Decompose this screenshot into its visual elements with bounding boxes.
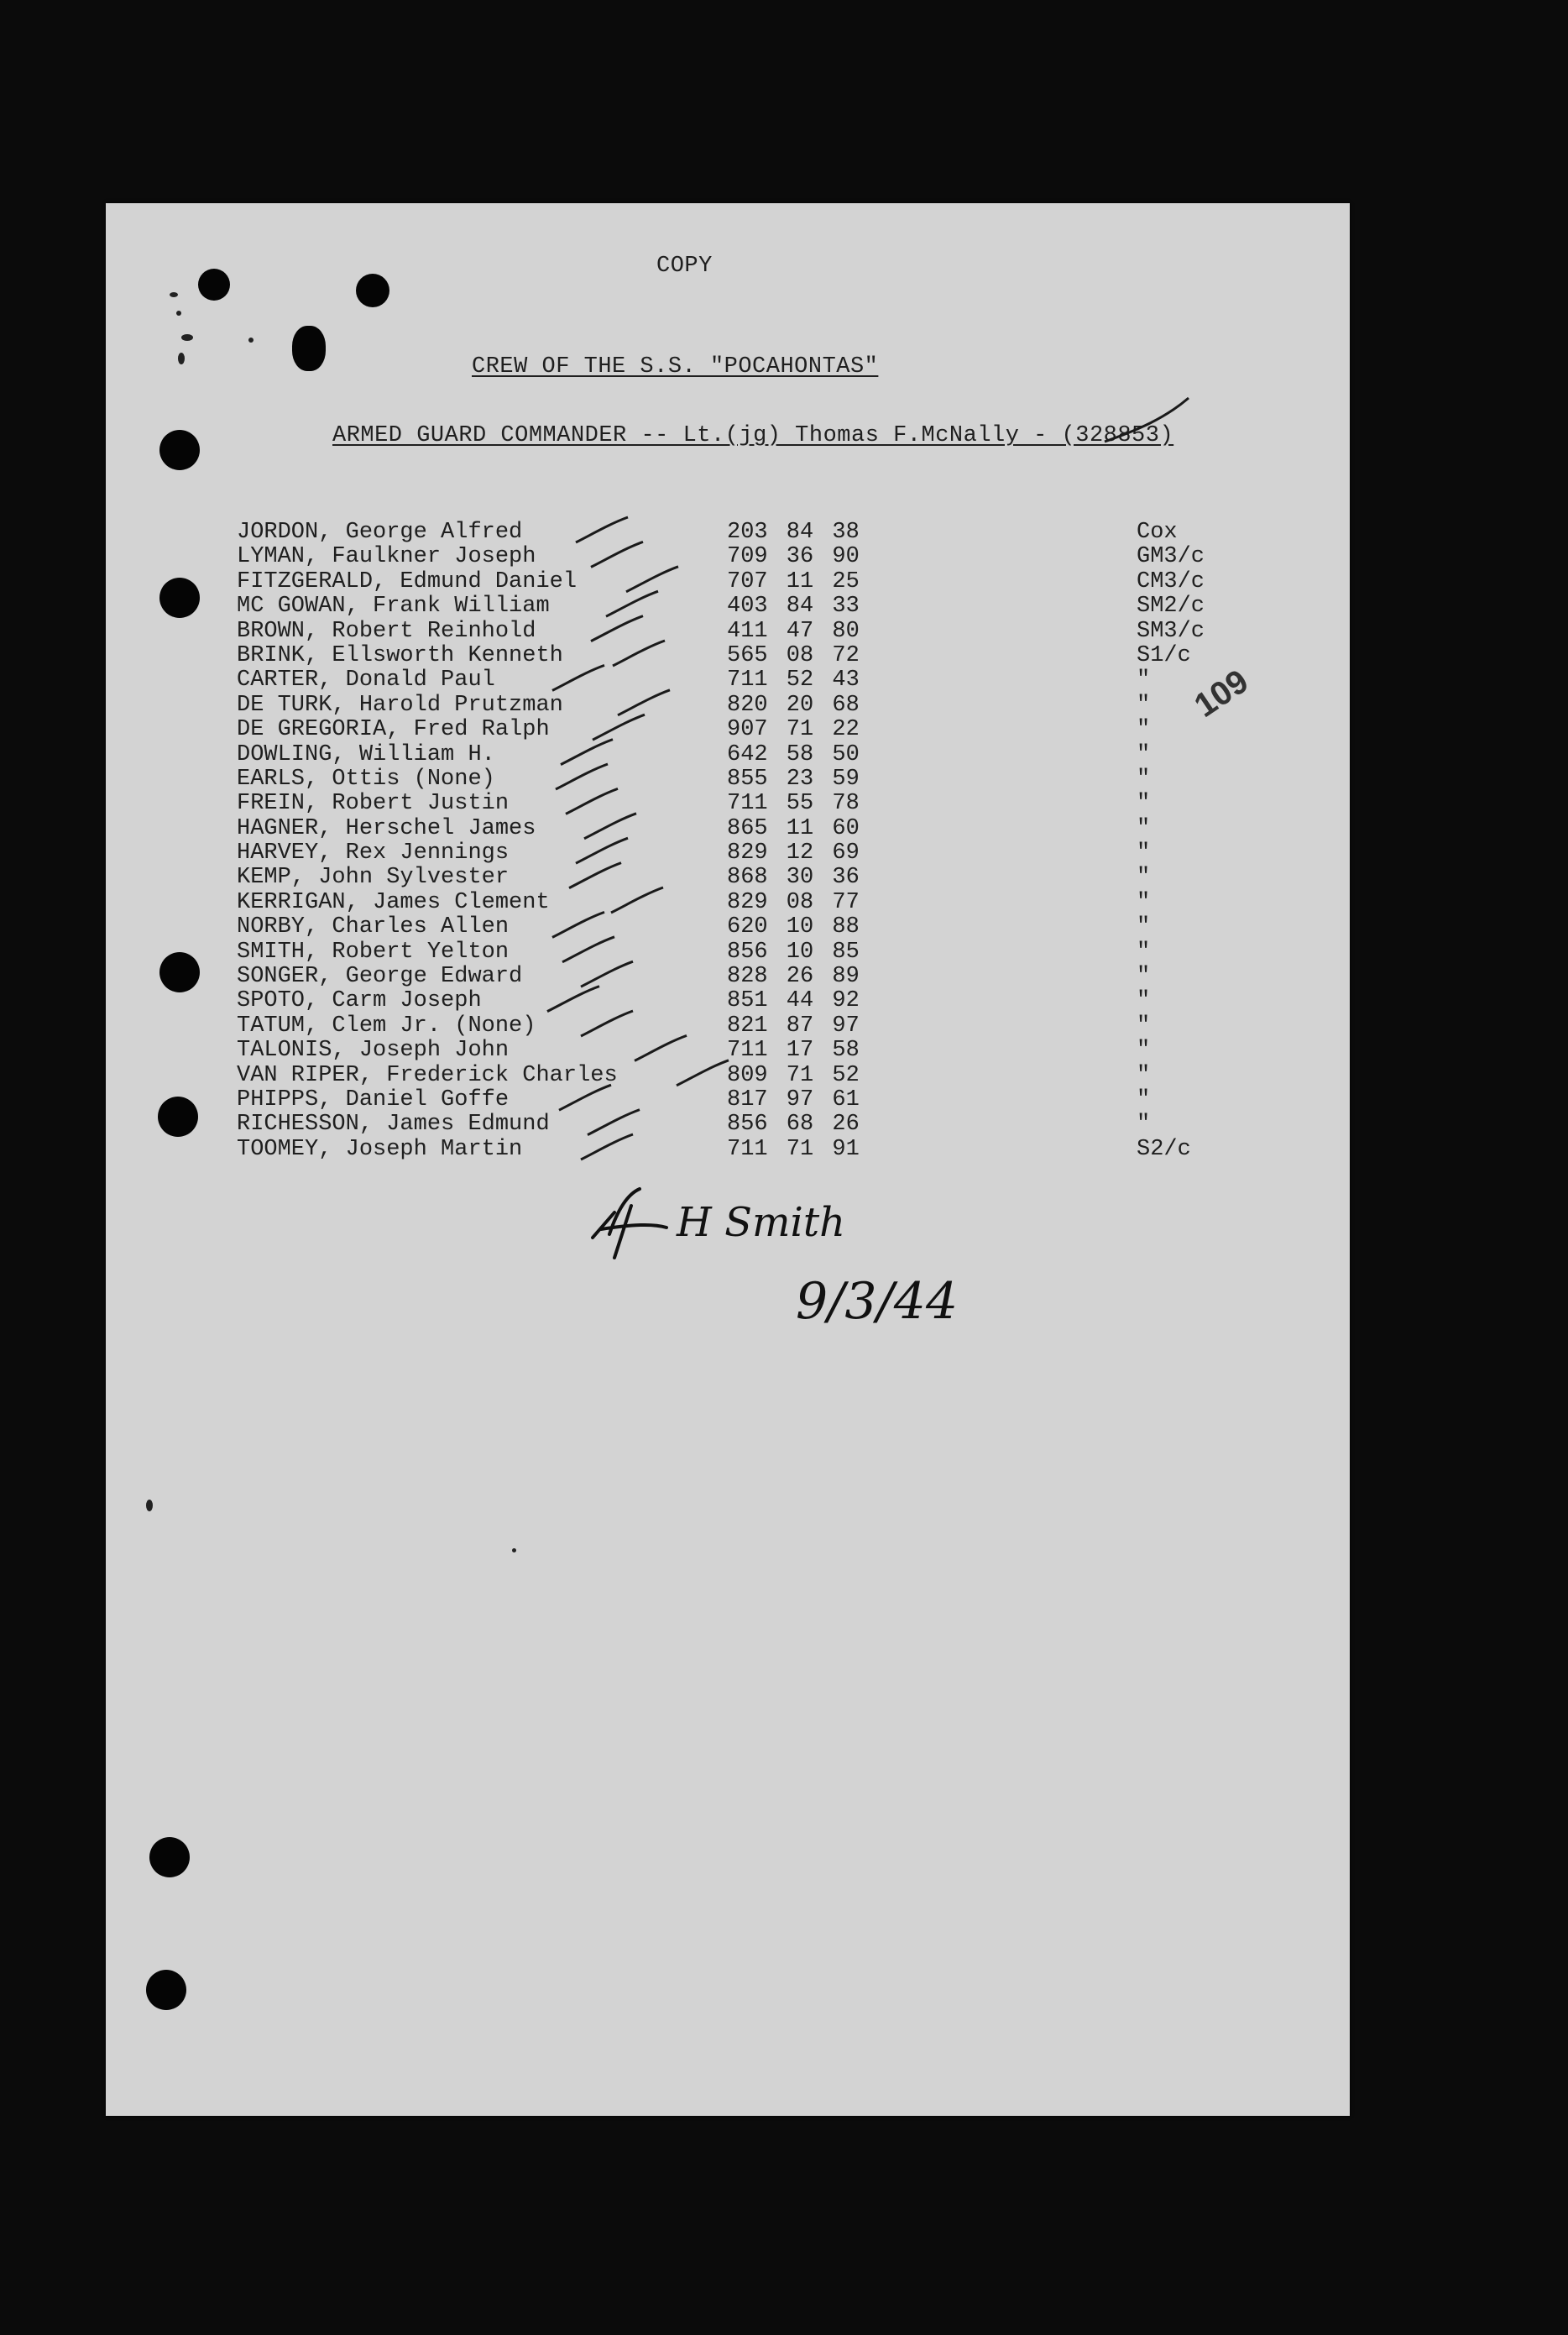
- crew-row: [237, 1064, 1160, 1088]
- crew-row: [237, 866, 1160, 890]
- punch-hole: [159, 952, 200, 992]
- punch-hole: [158, 1097, 198, 1137]
- service-number: 709 36 90: [727, 544, 860, 570]
- crew-name: DE GREGORIA, Fred Ralph: [237, 717, 550, 743]
- crew-name: BROWN, Robert Reinhold: [237, 618, 536, 644]
- crew-name: SONGER, George Edward: [237, 964, 523, 990]
- ink-speck: [178, 353, 185, 364]
- crew-rate: ": [1137, 717, 1151, 743]
- service-number: 851 44 92: [727, 988, 860, 1014]
- crew-name: DOWLING, William H.: [237, 741, 495, 767]
- crew-rate: ": [1137, 668, 1151, 694]
- signature-name: H Smith: [677, 1199, 846, 1246]
- crew-name: HAGNER, Herschel James: [237, 815, 536, 841]
- crew-rate: ": [1137, 1112, 1151, 1138]
- crew-name: TALONIS, Joseph John: [237, 1038, 510, 1064]
- crew-row: [237, 1039, 1160, 1063]
- crew-row: [237, 792, 1160, 816]
- ink-speck: [512, 1548, 516, 1552]
- service-number: 829 12 69: [727, 840, 860, 866]
- commander-line: ARMED GUARD COMMANDER -- Lt.(jg) Thomas F.McNally - (328853): [332, 423, 1174, 448]
- ink-speck: [176, 311, 181, 316]
- crew-rate: ": [1137, 840, 1151, 866]
- crew-name: FREIN, Robert Justin: [237, 791, 510, 817]
- service-number: 821 87 97: [727, 1013, 860, 1039]
- crew-row: [237, 618, 1205, 644]
- crew-rate: SM2/c: [1137, 594, 1205, 620]
- page-number-stamp: 109: [1188, 662, 1256, 725]
- service-number: 856 10 85: [727, 939, 860, 965]
- crew-roster: [237, 520, 1205, 1162]
- crew-rate: S2/c: [1137, 1136, 1191, 1162]
- crew-rate: ": [1137, 791, 1151, 817]
- crew-row: [237, 1014, 1160, 1039]
- ink-speck: [146, 1500, 153, 1511]
- ink-speck: [181, 334, 193, 341]
- crew-name: RICHESSON, James Edmund: [237, 1112, 550, 1138]
- document-title: CREW OF THE S.S. "POCAHONTAS": [472, 354, 879, 380]
- service-number: 820 20 68: [727, 692, 860, 718]
- punch-hole: [159, 430, 200, 470]
- crew-rate: ": [1137, 914, 1151, 940]
- service-number: 711 17 58: [727, 1038, 860, 1064]
- crew-row: [237, 743, 1160, 767]
- service-number: 711 55 78: [727, 791, 860, 817]
- crew-name: DE TURK, Harold Prutzman: [237, 692, 563, 718]
- crew-name: FITZGERALD, Edmund Daniel: [237, 568, 578, 594]
- service-number: 203 84 38: [727, 520, 860, 545]
- crew-rate: ": [1137, 692, 1151, 718]
- service-number: 565 08 72: [727, 642, 860, 668]
- crew-rate: ": [1137, 889, 1151, 915]
- crew-row: [237, 965, 1160, 989]
- service-number: 829 08 77: [727, 889, 860, 915]
- crew-name: MC GOWAN, Frank William: [237, 594, 550, 620]
- crew-rate: ": [1137, 939, 1151, 965]
- service-number: 642 58 50: [727, 741, 860, 767]
- crew-rate: ": [1137, 741, 1151, 767]
- crew-row: [237, 594, 1205, 620]
- crew-name: BRINK, Ellsworth Kenneth: [237, 642, 563, 668]
- punch-hole: [198, 269, 230, 301]
- crew-name: TOOMEY, Joseph Martin: [237, 1136, 523, 1162]
- service-number: 809 71 52: [727, 1062, 860, 1088]
- service-number: 868 30 36: [727, 865, 860, 891]
- crew-rate: ": [1137, 1062, 1151, 1088]
- crew-name: JORDON, George Alfred: [237, 520, 523, 545]
- crew-row: [237, 544, 1205, 570]
- service-number: 403 84 33: [727, 594, 860, 620]
- crew-row: [237, 989, 1160, 1013]
- crew-rate: ": [1137, 1086, 1151, 1113]
- crew-row: [237, 718, 1160, 742]
- crew-name: TATUM, Clem Jr. (None): [237, 1013, 536, 1039]
- crew-name: CARTER, Donald Paul: [237, 668, 495, 694]
- service-number: 411 47 80: [727, 618, 860, 644]
- service-number: 855 23 59: [727, 766, 860, 792]
- crew-rate: ": [1137, 766, 1151, 792]
- crew-row: [237, 1113, 1160, 1137]
- signature-date: 9/3/44: [796, 1272, 959, 1331]
- crew-rate: ": [1137, 964, 1151, 990]
- crew-name: HARVEY, Rex Jennings: [237, 840, 510, 866]
- crew-row: [237, 1088, 1160, 1113]
- service-number: 907 71 22: [727, 717, 860, 743]
- crew-name: LYMAN, Faulkner Joseph: [237, 544, 536, 570]
- service-number: 711 52 43: [727, 668, 860, 694]
- service-number: 865 11 60: [727, 815, 860, 841]
- document-page: [106, 203, 1350, 2116]
- punch-hole: [159, 578, 200, 618]
- crew-name: KERRIGAN, James Clement: [237, 889, 550, 915]
- crew-row: [237, 520, 1178, 545]
- service-number: 828 26 89: [727, 964, 860, 990]
- crew-name: VAN RIPER, Frederick Charles: [237, 1062, 618, 1088]
- copy-label: COPY: [656, 254, 713, 279]
- crew-rate: ": [1137, 1013, 1151, 1039]
- crew-row: [237, 694, 1160, 718]
- crew-row: [237, 568, 1205, 594]
- service-number: 620 10 88: [727, 914, 860, 940]
- crew-rate: ": [1137, 865, 1151, 891]
- service-number: 856 68 26: [727, 1112, 860, 1138]
- crew-rate: CM3/c: [1137, 568, 1205, 594]
- crew-row: [237, 891, 1160, 915]
- ink-speck: [248, 338, 253, 343]
- crew-name: NORBY, Charles Allen: [237, 914, 510, 940]
- crew-row: [237, 767, 1160, 792]
- crew-row: [237, 642, 1191, 668]
- crew-name: SMITH, Robert Yelton: [237, 939, 510, 965]
- crew-rate: Cox: [1137, 520, 1178, 545]
- punch-hole: [292, 326, 326, 371]
- crew-name: KEMP, John Sylvester: [237, 865, 510, 891]
- handwritten-signature: [576, 1184, 1046, 1369]
- crew-row: [237, 841, 1160, 866]
- crew-rate: ": [1137, 1038, 1151, 1064]
- service-number: 707 11 25: [727, 568, 860, 594]
- crew-row: [237, 940, 1160, 965]
- crew-name: SPOTO, Carm Joseph: [237, 988, 482, 1014]
- crew-rate: SM3/c: [1137, 618, 1205, 644]
- crew-row: [237, 817, 1160, 841]
- crew-name: PHIPPS, Daniel Goffe: [237, 1086, 510, 1113]
- punch-hole: [146, 1970, 186, 2010]
- service-number: 817 97 61: [727, 1086, 860, 1113]
- crew-rate: ": [1137, 815, 1151, 841]
- crew-row: [237, 1136, 1191, 1162]
- crew-rate: GM3/c: [1137, 544, 1205, 570]
- ink-speck: [170, 292, 178, 297]
- crew-row: [237, 915, 1160, 940]
- crew-row: [237, 668, 1160, 693]
- punch-hole: [356, 274, 389, 307]
- service-number: 711 71 91: [727, 1136, 860, 1162]
- crew-name: EARLS, Ottis (None): [237, 766, 495, 792]
- crew-rate: S1/c: [1137, 642, 1191, 668]
- punch-hole: [149, 1837, 190, 1877]
- crew-rate: ": [1137, 988, 1151, 1014]
